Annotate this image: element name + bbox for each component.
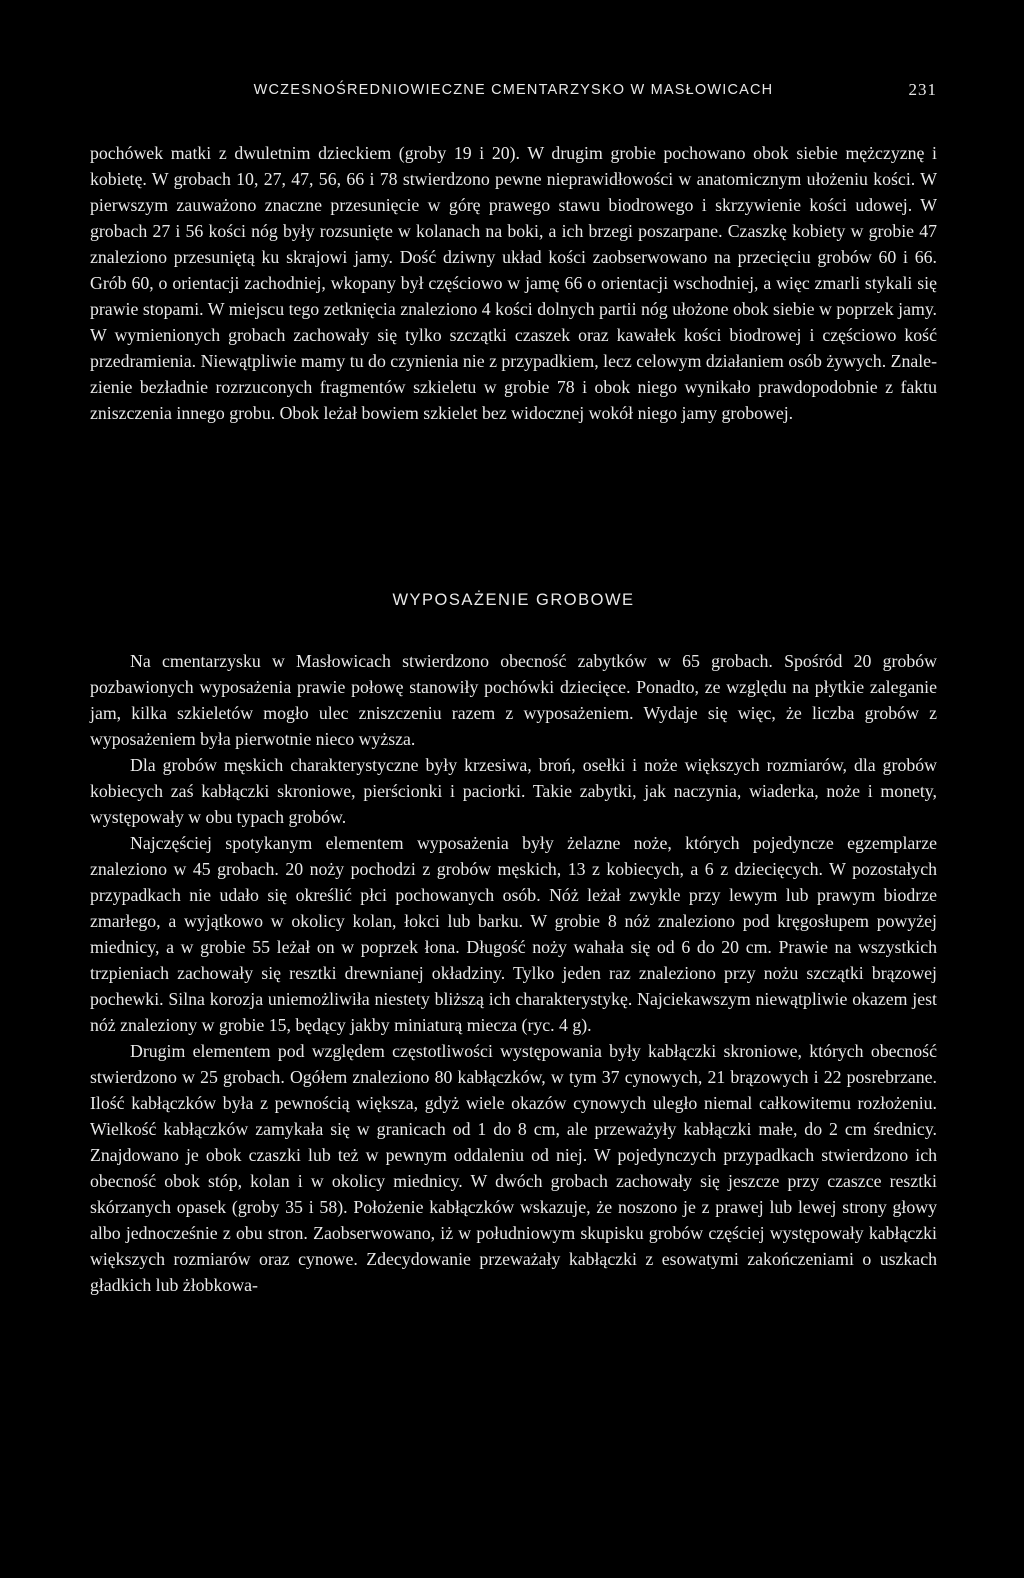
running-title: WCZESNOŚREDNIOWIECZNE CMENTARZYSKO W MASŁOWICACH bbox=[253, 82, 774, 98]
section-heading: WYPOSAŻENIE GROBOWE bbox=[392, 591, 635, 609]
page-number: 231 bbox=[908, 80, 937, 99]
running-header bbox=[90, 78, 937, 102]
continued-paragraph: pochówek matki z dwuletnim dzieckiem (groby 19 i 20). W drugim grobie pochowano obok siebie mężczyznę i kobietę. W grobach 10, 27, 47, 56, 66 i 78 stwierdzono pewne nieprawidłowości w anatomicznym ułożeniu kości. W pierwszym zauważono znaczne przesunięcie w górę prawego stawu biodrowego i skrzywienie kości udowej. W grobach 27 i 56 kości nóg były rozsunięte w kolanach na boki, a ich brzegi poszarpane. Czaszkę kobiety w grobie 47 znaleziono przesuniętą ku skrajowi jamy. Dość dziwny układ kości zaobserwowano na przecięciu grobów 60 i 66. Grób 60, o orientacji zachodniej, wkopany był częściowo w jamę 66 o orientacji wschodniej, a więc zmarli stykali się prawie stopami. W miejscu tego zetknięcia znaleziono 4 kości dolnych partii nóg ułożone obok siebie w poprzek jamy. W wymienionych grobach zachowały się tylko szczątki czaszek oraz kawałek kości biodrowej i częściowo kość przedramienia. Niewątpliwie mamy tu do czynienia nie z przypadkiem, lecz celowym działaniem osób żywych. Znalezienie bezładnie rozrzuconych fragmentów szkieletu w grobie 78 i obok niego wynikało prawdopodobnie z faktu zniszczenia innego grobu. Obok leżał bowiem szkielet bez widocznej wokół niego jamy grobowej. bbox=[90, 143, 937, 423]
paragraph-gender-goods: Dla grobów męskich charakterystyczne były krzesiwa, broń, osełki i noże większych rozmiarów, dla grobów kobiecych zaś kabłączki skroniowe, pierścionki i paciorki. Takie zabytki, jak naczynia, wiaderka, noże i monety, występowały w obu typach grobów. bbox=[90, 755, 937, 827]
section-text-block bbox=[90, 648, 937, 1298]
continued-text-block bbox=[90, 140, 937, 426]
paragraph-temple-rings: Drugim elementem pod względem częstotliwości występowania były kabłączki skroniowe, których obecność stwierdzono w 25 grobach. Ogółem znaleziono 80 kabłączków, w tym 37 cynowych, 21 brązowych i 22 posrebrzane. Ilość kabłączków była z pewnością większa, gdyż wiele okazów cynowych uległo niemal całkowitemu rozłożeniu. Wielkość kabłączków zamykała się w granicach od 1 do 8 cm, ale przeważyły kabłączki małe, do 2 cm średnicy. Znajdowano je obok czaszki lub też w pewnym oddaleniu od niej. W pojedynczych przypadkach stwierdzono ich obecność obok stóp, kolan i w okolicy miednicy. W dwóch grobach zachowały się jeszcze przy czaszce resztki skórzanych opasek (groby 35 i 58). Położenie kabłączków wskazuje, że noszono je z prawej lub lewej strony głowy albo jednocześnie z obu stron. Zaobserwowano, iż w południowym skupisku grobów częściej występowały kabłączki większych rozmiarów oraz cynowe. Zdecydowanie przeważały kabłączki z esowatymi zakończeniami o uszkach gładkich lub żłobkowa- bbox=[90, 1041, 937, 1295]
paragraph-knives: Najczęściej spotykanym elementem wyposażenia były żelazne noże, których pojedyncze egzemplarze znaleziono w 45 grobach. 20 noży pochodzi z grobów męskich, 13 z kobiecych, a 6 z dziecięcych. W pozostałych przypadkach nie udało się określić płci pochowanych osób. Nóż leżał zwykle przy lewym lub prawym biodrze zmarłego, a wyjątkowo w okolicy kolan, łokci lub barku. W grobie 8 nóż znaleziono pod kręgosłupem powyżej miednicy, a w grobie 55 leżał on w poprzek łona. Długość noży wahała się od 6 do 20 cm. Prawie na wszystkich trzpieniach zachowały się resztki drewnianej okładziny. Tylko jeden raz znaleziono przy nożu szczątki brązowej pochewki. Silna korozja uniemożliwiła niestety bliższą ich charakterystykę. Najciekawszym niewątpliwie okazem jest nóż znaleziony w grobie 15, będący jakby miniaturą miecza (ryc. 4 g). bbox=[90, 833, 937, 1035]
paragraph-grave-goods-count: Na cmentarzysku w Masłowicach stwierdzono obecność zabytków w 65 grobach. Spośród 20 grobów pozbawionych wyposażenia prawie połowę stanowiły pochówki dziecięce. Ponadto, ze względu na płytkie zaleganie jam, kilka szkieletów mogło ulec zniszczeniu razem z wyposażeniem. Wydaje się więc, że liczba grobów z wyposażeniem była pierwotnie nieco wyższa. bbox=[90, 651, 937, 749]
